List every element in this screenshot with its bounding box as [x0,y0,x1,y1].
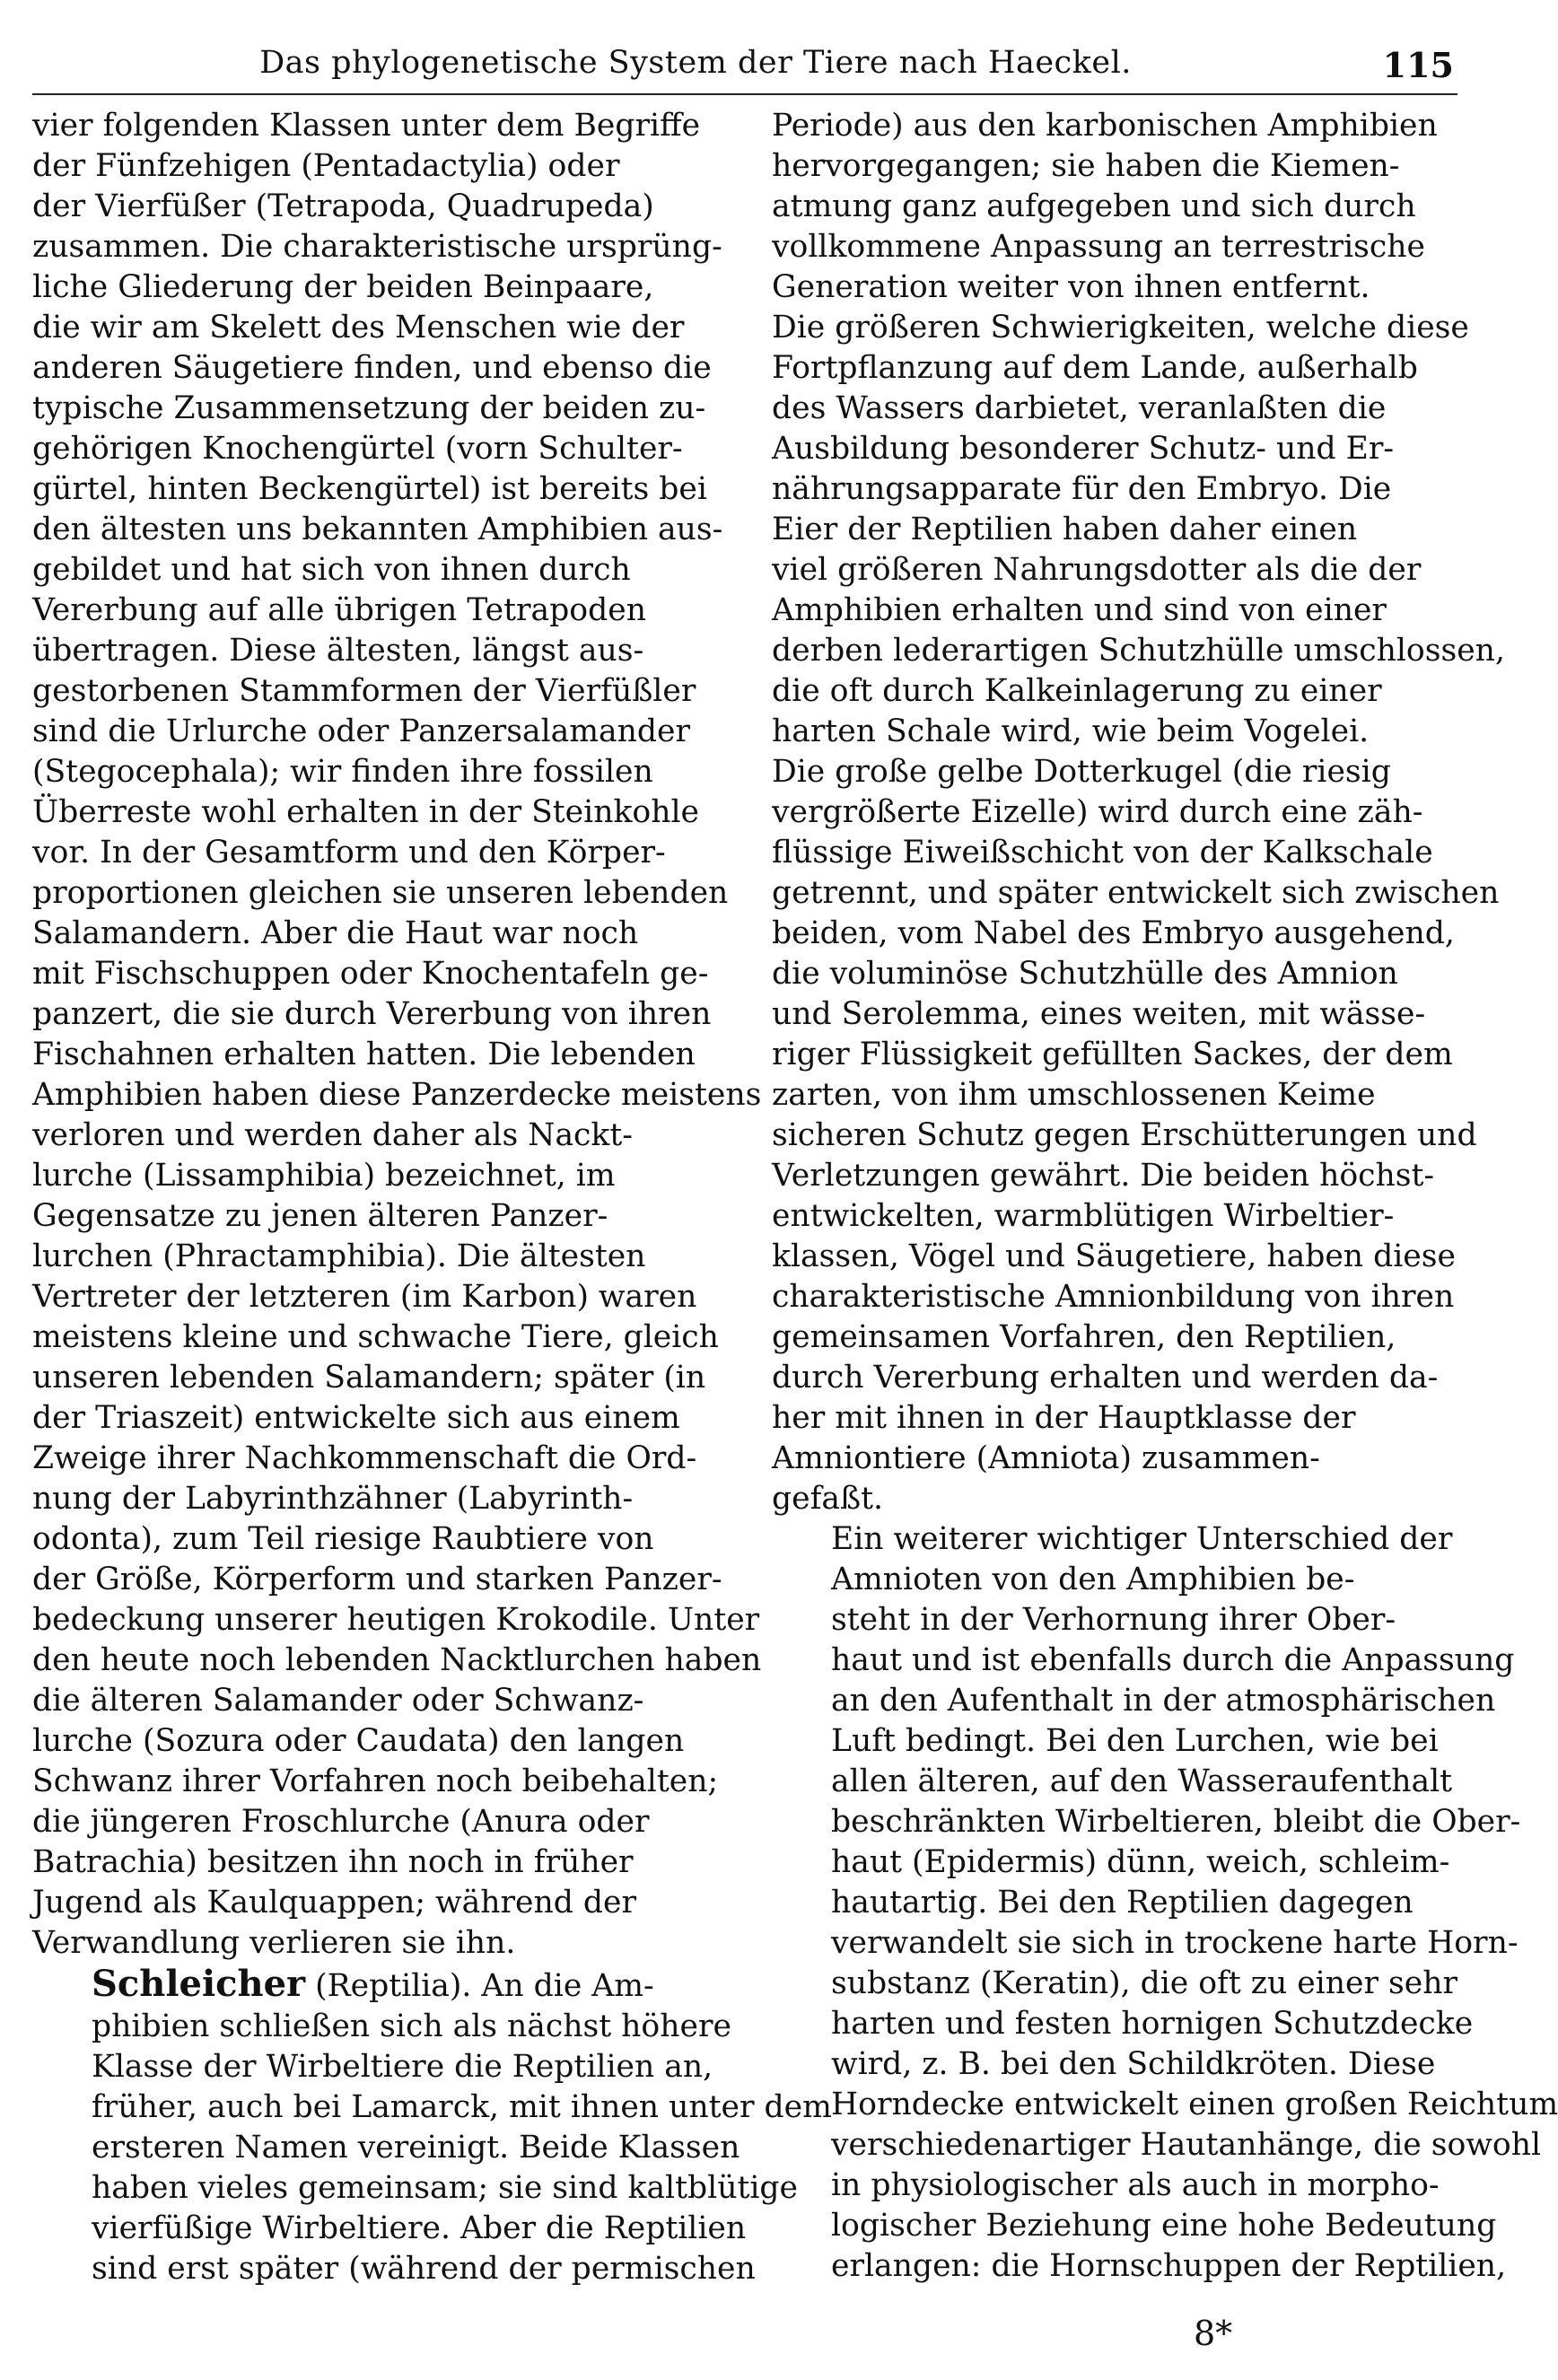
text-line: Generation weiter von ihnen entfernt. [772,269,1370,305]
text-line: Die große gelbe Dotterkugel (die riesig [772,754,1391,790]
text-line: charakteristische Amnionbildung von ihren [772,1279,1455,1315]
text-line: gehörigen Knochengürtel (vorn Schulter- [32,431,683,467]
text-line: flüssige Eiweißschicht von der Kalkschale [772,835,1433,871]
text-line: Amphibien erhalten und sind von einer [772,592,1387,628]
text-line: haut und ist ebenfalls durch die Anpassung [831,1642,1515,1678]
text-line: verloren und werden daher als Nackt- [32,1117,633,1153]
text-line: verwandelt sie sich in trockene harte Horn- [831,1925,1519,1961]
text-line: Überreste wohl erhalten in der Steinkohle [32,794,700,830]
heading-line-rest: (Reptilia). An die Am- [305,1968,654,2004]
text-line: Gegensatze zu jenen älteren Panzer- [32,1198,608,1234]
text-line: Amniontiere (Amniota) zusammen- [772,1440,1320,1476]
paragraph-reptilia-body [32,2007,832,2289]
text-line: vollkommene Anpassung an terrestrische [772,229,1425,265]
text-line: die jüngeren Froschlurche (Anura oder [32,1804,650,1840]
text-line: odonta), zum Teil riesige Raubtiere von [32,1521,654,1557]
text-line: verschiedenartiger Hautanhänge, die sowohl [831,2127,1542,2163]
page-number: 115 [1382,45,1454,85]
text-line: an den Aufenthalt in der atmosphärischen [831,1683,1496,1719]
text-line: gürtel, hinten Beckengürtel) ist bereits bei [32,471,707,507]
text-line: riger Flüssigkeit gefüllten Sackes, der dem [772,1037,1453,1072]
text-line: proportionen gleichen sie unseren lebenden [32,875,729,911]
text-line: sind die Urlurche oder Panzersalamander [32,713,691,749]
text-line: Horndecke entwickelt einen großen Reichtum [831,2087,1558,2122]
text-line: her mit ihnen in der Hauptklasse der [772,1400,1356,1436]
text-line: der Vierfüßer (Tetrapoda, Quadrupeda) [32,188,654,224]
text-line: die voluminöse Schutzhülle des Amnion [772,956,1398,992]
text-line: getrennt, und später entwickelt sich zwischen [772,875,1500,911]
text-line: steht in der Verhornung ihrer Ober- [831,1602,1396,1638]
running-head: Das phylogenetische System der Tiere nach Haeckel. [259,45,1132,81]
text-line: Schwanz ihrer Vorfahren noch beibehalten; [32,1763,719,1799]
page-header [32,36,1457,95]
text-line: sind erst später (während der permischen [92,2251,756,2287]
text-line: vergrößerte Eizelle) wird durch eine zäh- [772,794,1423,830]
text-line: nung der Labyrinthzähner (Labyrinth- [32,1481,634,1517]
paragraph-reptile-egg [772,106,1505,1519]
signature-mark: 8* [1194,2314,1233,2353]
text-line: Amphibien haben diese Panzerdecke meistens [32,1077,762,1113]
text-line: früher, auch bei Lamarck, mit ihnen unter dem [92,2089,832,2125]
text-line: wird, z. B. bei den Schildkröten. Diese [831,2046,1436,2082]
text-line: Fischahnen erhalten hatten. Die lebenden [32,1037,696,1072]
text-line: unseren lebenden Salamandern; später (in [32,1360,706,1396]
text-line: vier folgenden Klassen unter dem Begriffe [32,108,701,144]
text-line: erlangen: die Hornschuppen der Reptilien, [831,2248,1507,2284]
text-line: in physiologischer als auch in morpho- [831,2167,1440,2203]
text-line: logischer Beziehung eine hohe Bedeutung [831,2208,1497,2244]
text-line: meistens kleine und schwache Tiere, gleich [32,1319,719,1355]
text-line: der Fünfzehigen (Pentadactylia) oder [32,148,620,184]
section-heading: Schleicher [92,1963,306,2005]
text-line: viel größeren Nahrungsdotter als die der [772,552,1422,588]
paragraph-amniote-skin [772,1519,1558,2287]
text-line: substanz (Keratin), die oft zu einer sehr [831,1965,1457,2001]
text-line: haut (Epidermis) dünn, weich, schleim- [831,1844,1450,1880]
text-line: klassen, Vögel und Säugetiere, haben diese [772,1238,1456,1274]
text-line: die älteren Salamander oder Schwanz- [32,1683,644,1719]
text-line: bedeckung unserer heutigen Krokodile. Unter [32,1602,760,1638]
text-line: haben vieles gemeinsam; sie sind kaltblütige [92,2170,799,2206]
text-line: zusammen. Die charakteristische ursprüng- [32,229,722,265]
text-line: derben lederartigen Schutzhülle umschlossen, [772,633,1505,669]
text-line: liche Gliederung der beiden Beinpaare, [32,269,654,305]
text-line: Fortpflanzung auf dem Lande, außerhalb [772,350,1418,386]
text-line: phibien schließen sich als nächst höhere [92,2008,731,2044]
text-line: harten und festen hornigen Schutzdecke [831,2006,1474,2042]
text-line: Die größeren Schwierigkeiten, welche diese [772,310,1469,346]
text-line: vierfüßige Wirbeltiere. Aber die Reptilien [92,2210,747,2246]
text-line: gefaßt. [772,1481,883,1517]
text-line: harten Schale wird, wie beim Vogelei. [772,713,1370,749]
text-line: gestorbenen Stammformen der Vierfüßler [32,673,696,709]
text-line: Vertreter der letzteren (im Karbon) waren [32,1279,697,1315]
text-line: atmung ganz aufgegeben und sich durch [772,188,1416,224]
text-line: lurche (Sozura oder Caudata) den langen [32,1723,685,1759]
text-line: Vererbung auf alle übrigen Tetrapoden [32,592,646,628]
text-line: der Triaszeit) entwickelte sich aus einem [32,1400,680,1436]
text-line: mit Fischschuppen oder Knochentafeln ge- [32,956,709,992]
text-line: der Größe, Körperform und starken Panzer- [32,1562,722,1597]
text-line: (Stegocephala); wir finden ihre fossilen [32,754,653,790]
text-line: Klasse der Wirbeltiere die Reptilien an, [92,2049,713,2085]
text-line: Luft bedingt. Bei den Lurchen, wie bei [831,1723,1439,1759]
text-line: hervorgegangen; sie haben die Kiemen- [772,148,1400,184]
text-line: den heute noch lebenden Nacktlurchen haben [32,1642,762,1678]
text-line: beschränkten Wirbeltieren, bleibt die Ober- [831,1804,1521,1840]
text-line: Periode) aus den karbonischen Amphibien [772,108,1438,144]
text-line: anderen Säugetiere finden, und ebenso die [32,350,712,386]
text-line: Zweige ihrer Nachkommenschaft die Ord- [32,1440,697,1476]
text-line: zarten, von ihm umschlossenen Keime [772,1077,1376,1113]
text-line: allen älteren, auf den Wasseraufenthalt [831,1763,1453,1799]
text-line: typische Zusammensetzung der beiden zu- [32,390,706,426]
paragraph-tetrapoda [32,106,762,1964]
text-line: lurchen (Phractamphibia). Die ältesten [32,1238,646,1274]
text-line: Ausbildung besonderer Schutz- und Er- [772,431,1395,467]
text-line: vor. In der Gesamtform und den Körper- [32,835,666,871]
text-line: die oft durch Kalkeinlagerung zu einer [772,673,1382,709]
text-line: Jugend als Kaulquappen; während der [32,1885,636,1921]
text-line: sicheren Schutz gegen Erschütterungen und [772,1117,1477,1153]
text-line: Batrachia) besitzen ihn noch in früher [32,1844,634,1880]
text-line: durch Vererbung erhalten und werden da- [772,1360,1439,1396]
text-line: Verletzungen gewährt. Die beiden höchst- [772,1158,1435,1194]
text-line: den ältesten uns bekannten Amphibien aus- [32,512,723,547]
text-line: nährungsapparate für den Embryo. Die [772,471,1392,507]
text-line: Eier der Reptilien haben daher einen [772,512,1358,547]
text-line: gemeinsamen Vorfahren, den Reptilien, [772,1319,1396,1355]
text-line: beiden, vom Nabel des Embryo ausgehend, [772,915,1455,951]
text-line: ersteren Namen vereinigt. Beide Klassen [92,2130,740,2166]
text-line [32,1964,736,2007]
text-line: lurche (Lissamphibia) bezeichnet, im [32,1158,616,1194]
text-line: die wir am Skelett des Menschen wie der [32,310,685,346]
paragraph-reptilia [32,1963,832,2289]
text-line: Amnioten von den Amphibien be- [831,1562,1355,1597]
text-line: gebildet und hat sich von ihnen durch [32,552,631,588]
text-line: übertragen. Diese ältesten, längst aus- [32,633,644,669]
text-line: entwickelten, warmblütigen Wirbeltier- [772,1198,1395,1234]
text-line: Salamandern. Aber die Haut war noch [32,915,639,951]
right-column [772,106,1558,2287]
text-line: Ein weiterer wichtiger Unterschied der [831,1521,1453,1557]
text-line: und Serolemma, eines weiten, mit wässe- [772,996,1426,1032]
text-line: panzert, die sie durch Vererbung von ihren [32,996,712,1032]
text-line: hautartig. Bei den Reptilien dagegen [831,1885,1414,1921]
text-line: Verwandlung verlieren sie ihn. [32,1925,516,1961]
text-line: des Wassers darbietet, veranlaßten die [772,390,1387,426]
